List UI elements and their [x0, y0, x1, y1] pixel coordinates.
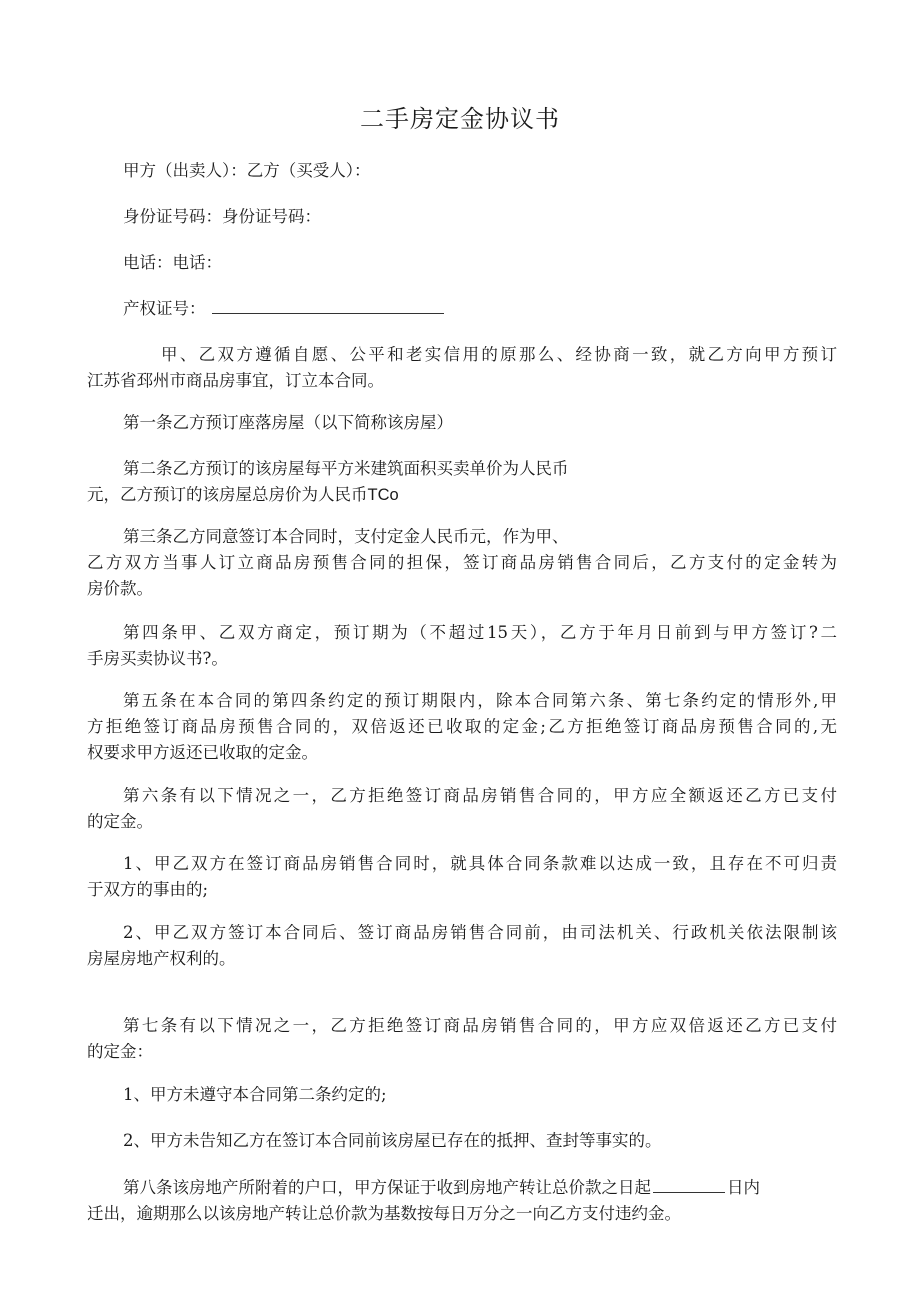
article-6-item-2-line-2: 房屋房地产权利的。 — [87, 949, 236, 968]
article-6-item-1-line-1: 1、甲乙双方在签订商品房销售合同时，就具体合同条款难以达成一致，且存在不可归责 — [123, 854, 837, 873]
article-2-line-2: 元，乙方预订的该房屋总房价为人民币 — [87, 485, 368, 504]
article-3-line-3: 房价款。 — [87, 579, 153, 598]
preamble-paragraph — [87, 342, 837, 394]
article-8-line-1-head: 第八条该房地产所附着的户口，甲方保证于收到房地产转让总价款之日起 — [123, 1178, 651, 1197]
article-6-item-2 — [87, 920, 837, 972]
article-7 — [87, 1013, 837, 1065]
article-7-item-2 — [87, 1128, 837, 1154]
article-7-item-1-text: 1、甲方未遵守本合同第二条约定的; — [123, 1085, 387, 1104]
document-title: 二手房定金协议书 — [360, 105, 560, 133]
article-1 — [87, 410, 837, 436]
article-6-item-1-line-2: 于双方的事由的; — [87, 880, 209, 899]
article-2 — [87, 456, 837, 508]
preamble-line-2: 江苏省邳州市商品房事宜，订立本合同。 — [87, 371, 384, 390]
article-3 — [87, 524, 837, 602]
article-6-line-1: 第六条有以下情况之一，乙方拒绝签订商品房销售合同的，甲方应全额返还乙方已支付 — [123, 786, 837, 805]
article-8-days-blank — [653, 1178, 725, 1193]
article-4 — [87, 620, 837, 672]
article-7-line-2: 的定金： — [87, 1042, 153, 1061]
article-2-line-2-tail: TCo — [367, 486, 399, 504]
article-4-line-1: 第四条甲、乙双方商定，预订期为（不超过15天），乙方于年月日前到与甲方签订?二 — [123, 623, 837, 642]
preamble-line-1: 甲、乙双方遵循自愿、公平和老实信用的原那么、经协商一致，就乙方向甲方预订 — [161, 345, 837, 364]
article-6-line-2: 的定金。 — [87, 812, 153, 831]
article-8-line-2: 迁出，逾期那么以该房地产转让总价款为基数按每日万分之一向乙方支付违约金。 — [87, 1204, 681, 1223]
property-cert-line — [87, 296, 837, 322]
parties-line — [87, 158, 837, 184]
article-7-item-1 — [87, 1082, 837, 1108]
article-5-line-2: 方拒绝签订商品房预售合同的，双倍返还已收取的定金;乙方拒绝签订商品房预售合同的,无 — [87, 717, 837, 736]
article-1-text: 第一条乙方预订座落房屋（以下简称该房屋） — [123, 413, 453, 432]
article-3-line-1: 第三条乙方同意签订本合同时，支付定金人民币元，作为甲、 — [123, 527, 569, 546]
phones-text: 电话：电话： — [123, 253, 222, 272]
id-numbers-line — [87, 204, 837, 230]
phones-line — [87, 250, 837, 276]
article-4-line-2: 手房买卖协议书?。 — [87, 649, 228, 668]
property-cert-blank — [212, 299, 444, 314]
article-5 — [87, 688, 837, 766]
article-5-line-3: 权要求甲方返还已收取的定金。 — [87, 743, 318, 762]
property-cert-label: 产权证号： — [123, 299, 206, 318]
article-8 — [87, 1175, 837, 1227]
article-5-line-1: 第五条在本合同的第四条约定的预订期限内，除本合同第六条、第七条约定的情形外,甲 — [123, 691, 837, 710]
article-3-line-2: 乙方双方当事人订立商品房预售合同的担保，签订商品房销售合同后，乙方支付的定金转为 — [87, 553, 837, 572]
article-8-line-1-tail: 日内 — [727, 1178, 760, 1197]
article-7-item-2-text: 2、甲方未告知乙方在签订本合同前该房屋已存在的抵押、查封等事实的。 — [123, 1131, 662, 1150]
article-6-item-2-line-1: 2、甲乙双方签订本合同后、签订商品房销售合同前，由司法机关、行政机关依法限制该 — [123, 923, 837, 942]
parties-text: 甲方（出卖人）：乙方（买受人）： — [123, 161, 371, 180]
article-6 — [87, 783, 837, 835]
id-numbers-text: 身份证号码：身份证号码： — [123, 207, 321, 226]
article-7-line-1: 第七条有以下情况之一，乙方拒绝签订商品房销售合同的，甲方应双倍返还乙方已支付 — [123, 1016, 837, 1035]
article-2-line-1: 第二条乙方预订的该房屋每平方米建筑面积买卖单价为人民币 — [123, 459, 569, 478]
article-6-item-1 — [87, 851, 837, 903]
